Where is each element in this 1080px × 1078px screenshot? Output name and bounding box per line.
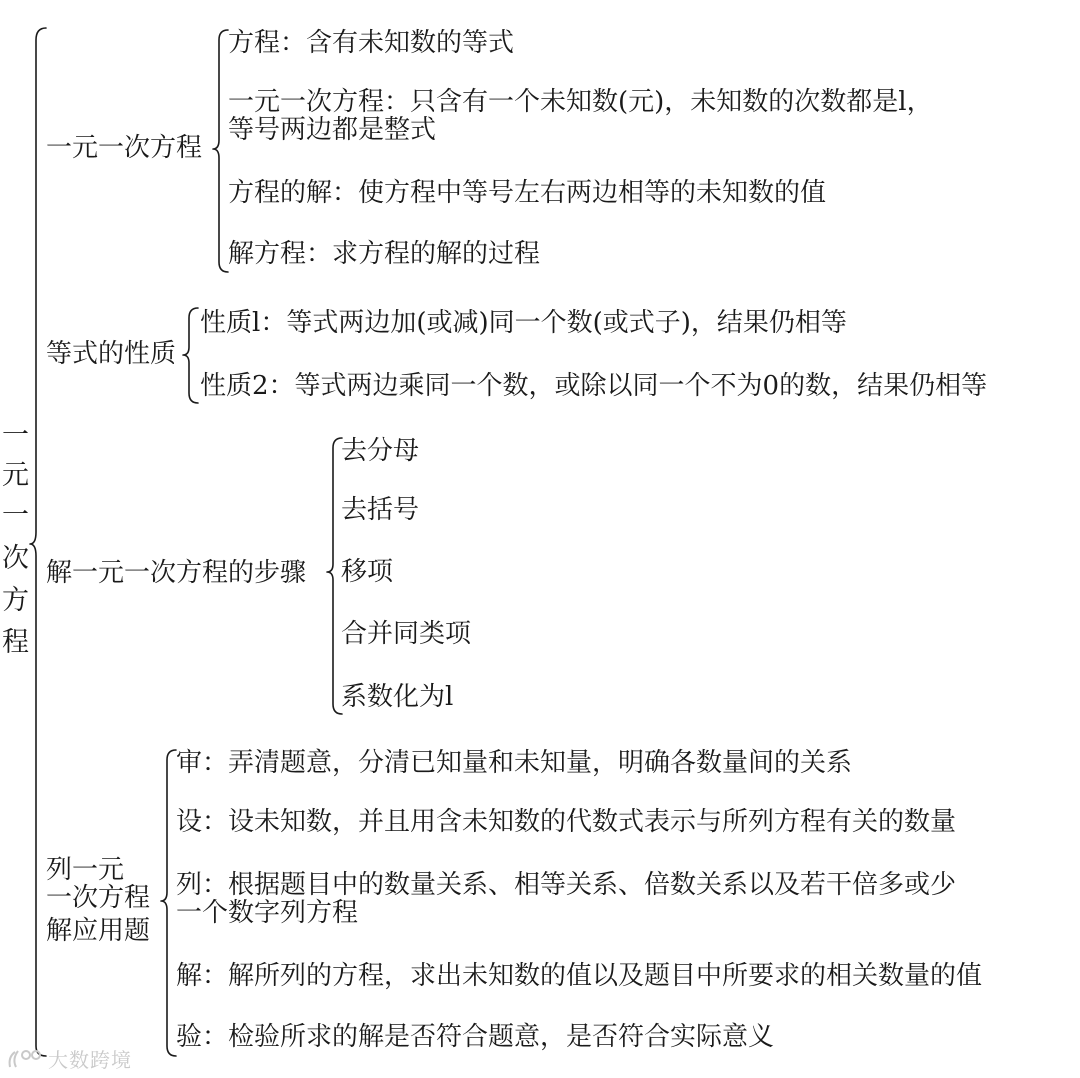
branch-item: 方程：含有未知数的等式 [228, 28, 515, 58]
watermark-text: 大数跨境 [48, 1048, 132, 1072]
branch-item: 验：检验所求的解是否符合题意，是否符合实际意义 [176, 1022, 775, 1052]
branch-item: 列：根据题目中的数量关系、相等关系、倍数关系以及若干倍多或少 [176, 870, 957, 900]
branch-item-continuation: 一个数字列方程 [176, 898, 359, 928]
branch-item: 合并同类项 [341, 619, 472, 649]
watermark [6, 1044, 132, 1073]
branch-brace-properties [183, 308, 198, 403]
branch-item: 一元一次方程：只含有一个未知数(元)，未知数的次数都是l， [228, 87, 933, 117]
branch-label: 一次方程 [46, 883, 151, 913]
branch-label: 一元一次方程 [46, 133, 203, 163]
branch-item: 解：解所列的方程，求出未知数的值以及题目中所要求的相关数量的值 [176, 961, 983, 991]
branch-item: 系数化为l [341, 682, 454, 712]
branch-label: 等式的性质 [46, 339, 177, 369]
root-brace [30, 28, 46, 1056]
branch-label: 解应用题 [46, 916, 151, 946]
root-label-char: 一 [2, 500, 29, 531]
branch-item: 去括号 [341, 495, 420, 525]
root-label-char: 次 [2, 543, 29, 574]
branch-item: 性质2：等式两边乘同一个数，或除以同一个不为0的数，结果仍相等 [200, 371, 988, 401]
branch-item: 解方程：求方程的解的过程 [228, 239, 541, 269]
branch-brace-equation [213, 30, 228, 272]
root-label-char: 方 [2, 585, 29, 616]
branch-brace-application [161, 750, 176, 1056]
branch-item-continuation: 等号两边都是整式 [228, 115, 437, 145]
branch-item: 方程的解：使方程中等号左右两边相等的未知数的值 [228, 178, 827, 208]
branch-item: 移项 [341, 557, 394, 587]
branch-item: 审：弄清题意，分清已知量和未知量，明确各数量间的关系 [176, 748, 853, 778]
watermark-logo-icon [6, 1047, 42, 1071]
branch-label: 解一元一次方程的步骤 [46, 558, 307, 588]
root-label-char: 程 [2, 627, 29, 658]
branch-item: 设：设未知数，并且用含未知数的代数式表示与所列方程有关的数量 [176, 807, 957, 837]
branch-item: 性质l：等式两边加(或减)同一个数(或式子)，结果仍相等 [200, 308, 847, 338]
root-label-char: 元 [2, 460, 29, 491]
root-label-char: 一 [2, 420, 29, 451]
branch-brace-steps [327, 438, 342, 714]
branch-item: 去分母 [341, 436, 420, 466]
branch-label: 列一元 [46, 855, 125, 885]
